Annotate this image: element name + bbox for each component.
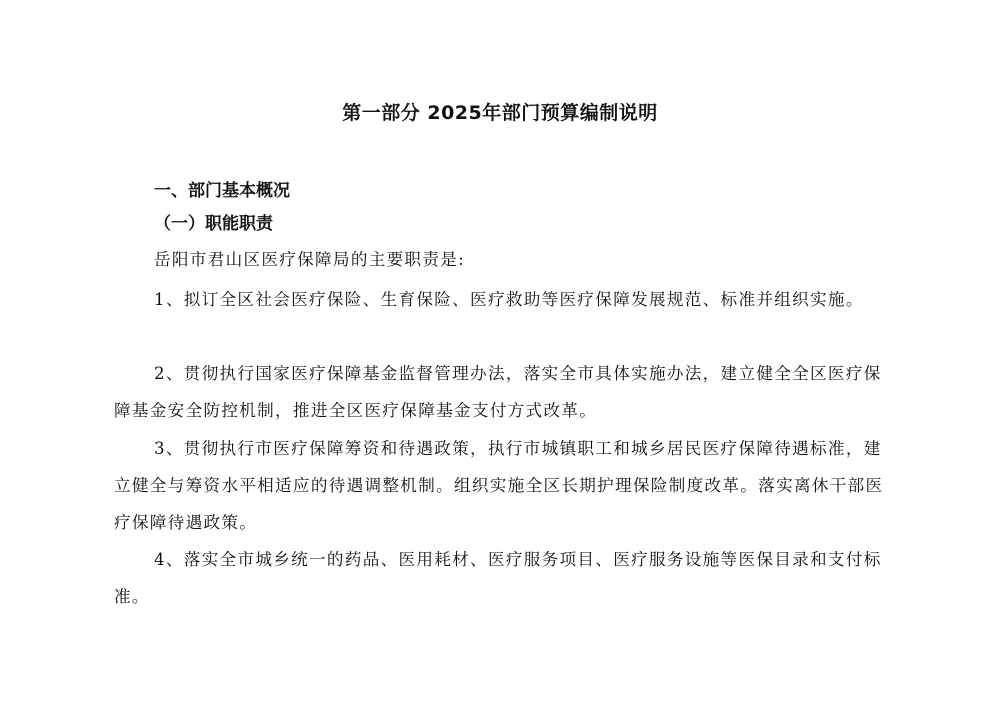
intro-paragraph: 岳阳市君山区医疗保障局的主要职责是: [154, 250, 466, 269]
duty-paragraph-3: 3、贯彻执行市医疗保障筹资和待遇政策，执行市城镇职工和城乡居民医疗保障待遇标准，建立健全与筹资水平相适应的待遇调整机制。组织实施全区长期护理保险制度改革。落实离休干部医疗保障待遇政策。 [114, 439, 884, 532]
page-title: 第一部分 2025年部门预算编制说明 [342, 102, 658, 124]
duty-paragraph-4: 4、落实全市城乡统一的药品、医用耗材、医疗服务项目、医疗服务设施等医保目录和支付标准。 [114, 550, 882, 606]
section-heading: 一、部门基本概况 [154, 181, 290, 201]
duty-paragraph-2: 2、贯彻执行国家医疗保障基金监督管理办法，落实全市具体实施办法，建立健全全区医疗保障基金安全防控机制，推进全区医疗保障基金支付方式改革。 [114, 364, 882, 420]
duty-paragraph-1: 1、拟订全区社会医疗保险、生育保险、医疗救助等医疗保障发展规范、标准并组织实施。 [154, 290, 864, 309]
sub-heading: （一）职能职责 [154, 214, 273, 234]
